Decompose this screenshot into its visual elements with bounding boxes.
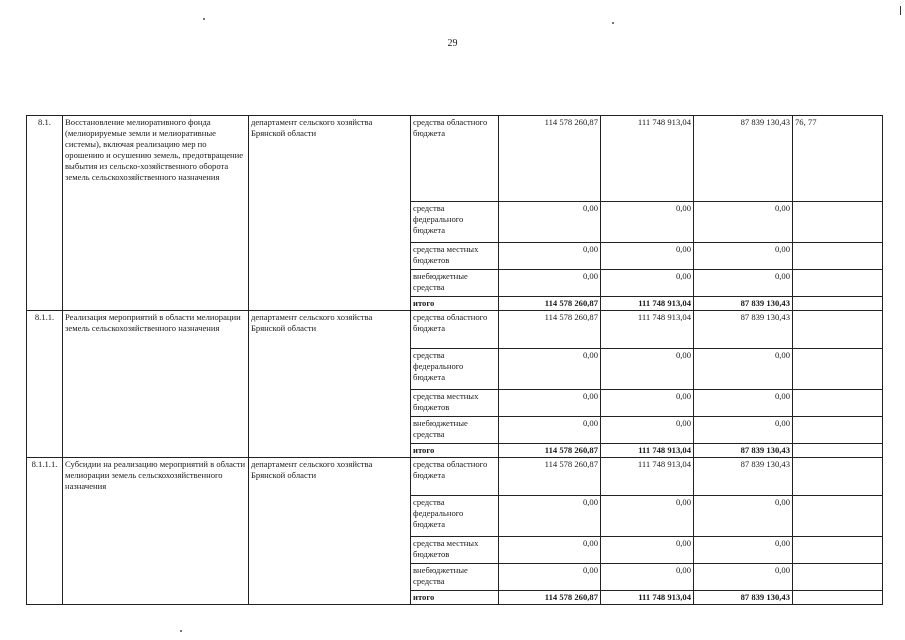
table-row	[27, 458, 883, 496]
row-code: 8.1.	[27, 116, 63, 311]
scan-speck	[203, 18, 205, 20]
value-col-2: 0,00	[601, 390, 694, 417]
reference-cell	[793, 564, 883, 591]
value-col-1: 0,00	[499, 270, 601, 297]
value-col-1: 114 578 260,87	[499, 458, 601, 496]
value-col-1: 114 578 260,87	[499, 591, 601, 605]
value-col-3: 87 839 130,43	[694, 297, 793, 311]
value-col-3: 87 839 130,43	[694, 444, 793, 458]
value-col-1: 0,00	[499, 417, 601, 444]
value-col-1: 114 578 260,87	[499, 311, 601, 349]
value-col-1: 0,00	[499, 564, 601, 591]
funding-source: итого	[411, 297, 499, 311]
value-col-3: 0,00	[694, 349, 793, 390]
table-row	[27, 116, 883, 202]
reference-cell	[793, 243, 883, 270]
value-col-3: 0,00	[694, 270, 793, 297]
row-code: 8.1.1.1.	[27, 458, 63, 605]
value-col-2: 111 748 913,04	[601, 591, 694, 605]
row-title: Реализация мероприятий в области мелиорации земель сельскохозяйственного назначения	[63, 311, 249, 458]
value-col-3: 0,00	[694, 417, 793, 444]
value-col-3: 0,00	[694, 243, 793, 270]
value-col-1: 0,00	[499, 496, 601, 537]
funding-source: итого	[411, 444, 499, 458]
value-col-2: 0,00	[601, 537, 694, 564]
funding-source: средства областного бюджета	[411, 458, 499, 496]
value-col-2: 0,00	[601, 270, 694, 297]
reference-cell	[793, 270, 883, 297]
value-col-3: 0,00	[694, 537, 793, 564]
reference-cell	[793, 591, 883, 605]
value-col-1: 114 578 260,87	[499, 116, 601, 202]
value-col-2: 111 748 913,04	[601, 311, 694, 349]
value-col-2: 0,00	[601, 202, 694, 243]
value-col-2: 111 748 913,04	[601, 116, 694, 202]
reference-cell	[793, 297, 883, 311]
value-col-1: 0,00	[499, 390, 601, 417]
scan-edge-mark	[900, 6, 901, 15]
row-executor: департамент сельского хозяйства Брянской области	[249, 458, 411, 605]
value-col-2: 111 748 913,04	[601, 444, 694, 458]
reference-cell	[793, 311, 883, 349]
scan-speck	[612, 22, 614, 24]
value-col-3: 0,00	[694, 202, 793, 243]
value-col-1: 0,00	[499, 243, 601, 270]
page-number: 29	[447, 38, 458, 49]
reference-cell: 76, 77	[793, 116, 883, 202]
reference-cell	[793, 537, 883, 564]
value-col-2: 0,00	[601, 349, 694, 390]
value-col-2: 0,00	[601, 564, 694, 591]
funding-source: внебюджетные средства	[411, 270, 499, 297]
reference-cell	[793, 390, 883, 417]
funding-source: средства местных бюджетов	[411, 537, 499, 564]
budget-table	[26, 115, 883, 605]
table-body	[27, 116, 883, 605]
value-col-3: 87 839 130,43	[694, 311, 793, 349]
value-col-2: 0,00	[601, 243, 694, 270]
reference-cell	[793, 417, 883, 444]
value-col-1: 0,00	[499, 349, 601, 390]
funding-source: итого	[411, 591, 499, 605]
funding-source: средства местных бюджетов	[411, 243, 499, 270]
value-col-3: 0,00	[694, 496, 793, 537]
value-col-2: 111 748 913,04	[601, 458, 694, 496]
funding-source: внебюджетные средства	[411, 417, 499, 444]
value-col-2: 111 748 913,04	[601, 297, 694, 311]
value-col-3: 0,00	[694, 390, 793, 417]
value-col-1: 114 578 260,87	[499, 297, 601, 311]
reference-cell	[793, 202, 883, 243]
value-col-3: 87 839 130,43	[694, 458, 793, 496]
funding-source: средства федерального бюджета	[411, 496, 499, 537]
value-col-3: 87 839 130,43	[694, 116, 793, 202]
row-code: 8.1.1.	[27, 311, 63, 458]
reference-cell	[793, 349, 883, 390]
value-col-2: 0,00	[601, 496, 694, 537]
funding-source: средства федерального бюджета	[411, 202, 499, 243]
row-executor: департамент сельского хозяйства Брянской области	[249, 116, 411, 311]
funding-source: средства федерального бюджета	[411, 349, 499, 390]
funding-source: средства областного бюджета	[411, 116, 499, 202]
reference-cell	[793, 458, 883, 496]
row-executor: департамент сельского хозяйства Брянской области	[249, 311, 411, 458]
table-row	[27, 311, 883, 349]
reference-cell	[793, 444, 883, 458]
funding-source: средства областного бюджета	[411, 311, 499, 349]
funding-source: внебюджетные средства	[411, 564, 499, 591]
value-col-2: 0,00	[601, 417, 694, 444]
value-col-3: 87 839 130,43	[694, 591, 793, 605]
scan-speck	[180, 630, 182, 632]
value-col-3: 0,00	[694, 564, 793, 591]
row-title: Субсидии на реализацию мероприятий в области мелиорации земель сельскохозяйственного назначения	[63, 458, 249, 605]
funding-source: средства местных бюджетов	[411, 390, 499, 417]
value-col-1: 0,00	[499, 537, 601, 564]
value-col-1: 114 578 260,87	[499, 444, 601, 458]
reference-cell	[793, 496, 883, 537]
value-col-1: 0,00	[499, 202, 601, 243]
row-title: Восстановление мелиоративного фонда (мелиорируемые земли и мелиоративные системы), включая реализацию мер по орошению и осушению земель, предотвращение выбытия из сельско-хозяйственного оборота земель сельскохозяйственного назначения	[63, 116, 249, 311]
